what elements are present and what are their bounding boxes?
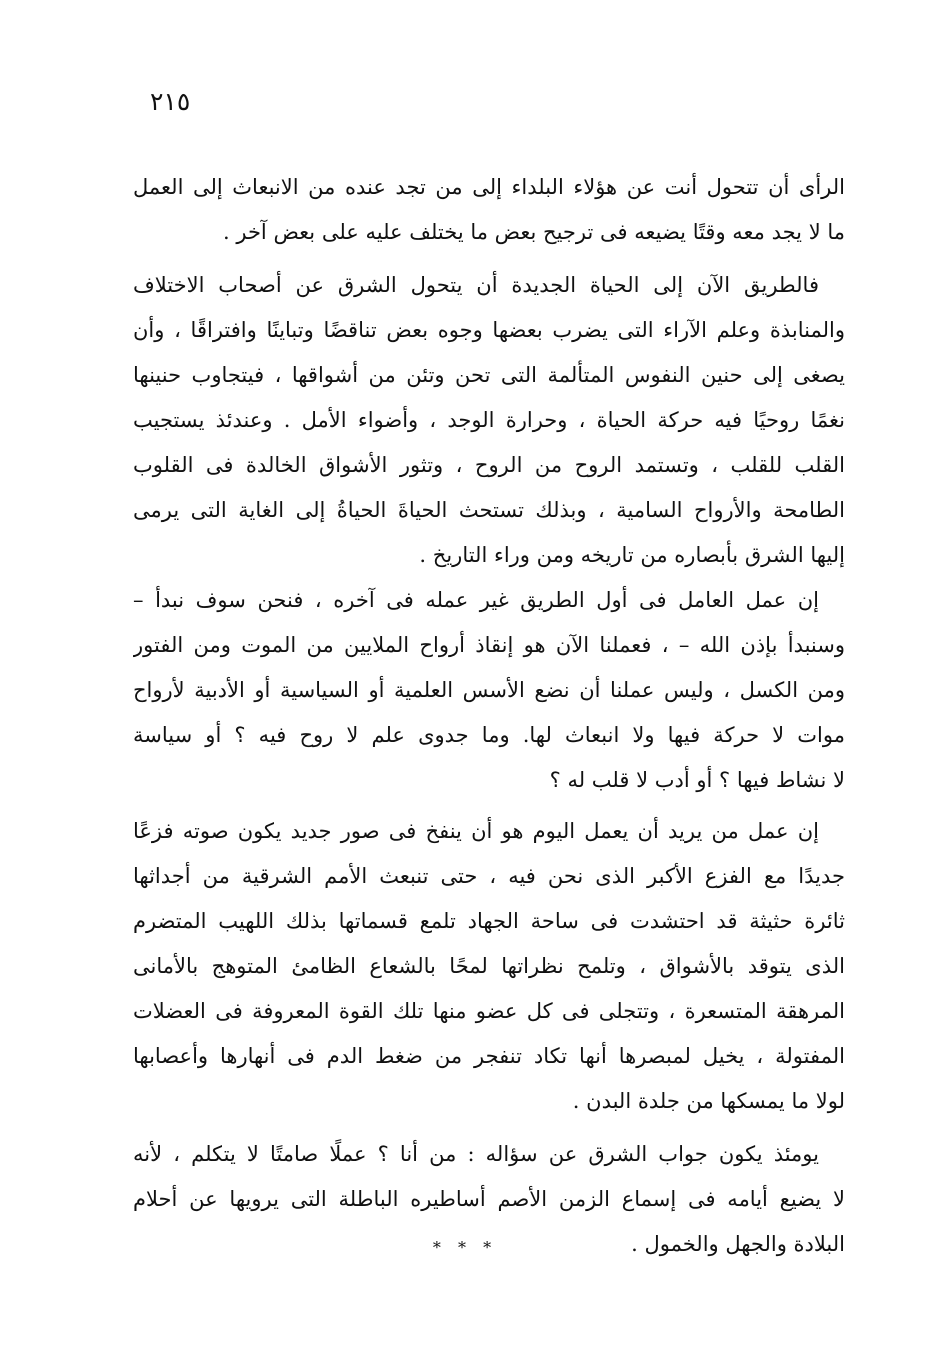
text-line: يصغى إلى حنين النفوس المتألمة التى تحن وتئن من أشواقها ، فيتجاوب حنينها <box>133 363 845 387</box>
text-line: إن عمل من يريد أن يعمل اليوم هو أن ينفخ فى صور جديد يكون صوته فزعًا <box>133 819 819 843</box>
body-text <box>133 165 845 1267</box>
paragraph <box>133 809 845 1124</box>
text-line: ومن الكسل ، وليس عملنا أن نضع الأسس العلمية أو السياسية أو الأدبية لأرواح <box>133 678 845 702</box>
section-separator: * * * <box>432 1238 498 1257</box>
text-line: إليها الشرق بأبصاره من تاريخه ومن وراء التاريخ . <box>419 543 845 567</box>
text-line: موات لا حركة فيها ولا انبعاث لها. وما جدوى علم لا روح فيه ؟ أو سياسة <box>133 723 845 747</box>
text-line: لولا ما يمسكها من جلدة البدن . <box>572 1089 845 1113</box>
text-line: ثائرة حثيثة قد احتشدت فى ساحة الجهاد تلمع قسماتها بذلك اللهيب المتضرم <box>133 909 845 933</box>
paragraph <box>133 165 845 255</box>
text-line: نغمًا روحيًا فيه حركة الحياة ، وحرارة الوجد ، وأضواء الأمل . وعندئذ يستجيب <box>133 408 845 432</box>
text-line: الرأى أن تتحول أنت عن هؤلاء البلداء إلى من تجد عنده من الانبعاث إلى العمل <box>133 175 845 199</box>
text-line: لا نشاط فيها ؟ أو أدب لا قلب له ؟ <box>549 768 845 792</box>
text-line: الطامحة والأرواح السامية ، وبذلك تستحث الحياةَ الحياةُ إلى الغاية التى يرمى <box>133 498 845 522</box>
text-line: المفتولة ، يخيل لمبصرها أنها تكاد تنفجر من ضغط الدم فى أنهارها وأعصابها <box>133 1044 845 1068</box>
text-line: ما لا يجد معه وقتًا يضيعه فى ترجيح بعض ما يختلف عليه على بعض آخر . <box>223 220 845 244</box>
page-number: ٢١٥ <box>150 87 191 116</box>
text-line: إن عمل العامل فى أول الطريق غير عمله فى آخره ، فنحن سوف نبدأ – <box>133 588 819 612</box>
text-line: المرهقة المتسعرة ، وتتجلى فى كل عضو منها تلك القوة المعروفة فى العضلات <box>133 999 845 1023</box>
text-line: البلادة والجهل والخمول . <box>631 1232 845 1256</box>
text-line: جديدًا مع الفزع الأكبر الذى نحن فيه ، حتى تنبعث الأمم الشرقية من أجداثها <box>133 864 845 888</box>
text-line: الذى يتوقد بالأشواق ، وتلمح نظراتها لمحًا بالشعاع الظامئ المتوهج بالأمانى <box>133 954 845 978</box>
text-line: والمنابذة وعلم الآراء التى يضرب بعضها وجوه بعض تناقضًا وتباينًا وافتراقًا ، وأن <box>133 318 845 342</box>
text-line: وسنبدأ بإذن الله – ، فعملنا الآن هو إنقاذ أرواح الملايين من الموت ومن الفتور <box>133 633 845 657</box>
text-line: يومئذ يكون جواب الشرق عن سؤاله : من أنا ؟ عملًا صامتًا لا يتكلم ، لأنه <box>133 1142 819 1166</box>
text-line: فالطريق الآن إلى الحياة الجديدة أن يتحول الشرق عن أصحاب الاختلاف <box>133 273 819 297</box>
paragraph <box>133 578 845 803</box>
paragraph <box>133 263 845 578</box>
text-line: لا يضيع أيامه فى إسماع الزمن الأصم أساطيره الباطلة التى يرويها عن أحلام <box>133 1187 845 1211</box>
text-line: القلب للقلب ، وتستمد الروح من الروح ، وتثور الأشواق الخالدة فى القلوب <box>133 453 845 477</box>
